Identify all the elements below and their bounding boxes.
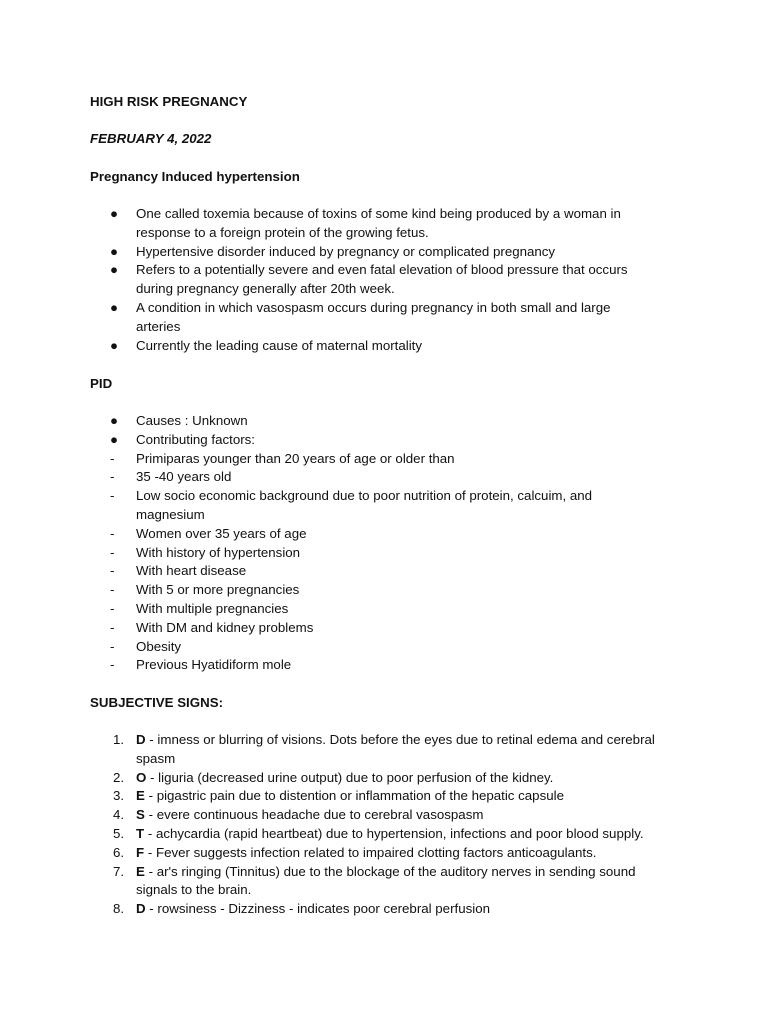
list-item-text (136, 731, 655, 748)
doc-date: FEBRUARY 4, 2022 (90, 131, 212, 146)
dash-icon: - (110, 582, 115, 598)
sign-letter: S (136, 807, 145, 823)
sign-description: - liguria (decreased urine output) due to poor perfusion of the kidney. (146, 769, 554, 785)
sign-letter: O (136, 769, 147, 785)
list-item-text: Low socio economic background due to poor nutrition of protein, calcuim, and (136, 488, 593, 504)
dash-icon: - (110, 657, 115, 673)
sign-letter: D (136, 901, 146, 917)
list-item-text: response to a foreign protein of the growing fetus. (136, 224, 429, 240)
list-item-text: Currently the leading cause of maternal mortality (136, 337, 423, 353)
section-heading-pih: Pregnancy Induced hypertension (90, 169, 300, 184)
sign-description: - pigastric pain due to distention or inflammation of the hepatic capsule (144, 788, 564, 804)
dash-icon: - (110, 488, 115, 504)
sign-letter: F (136, 844, 145, 860)
list-item-text: Contributing factors: (136, 431, 255, 447)
list-item-text: A condition in which vasospasm occurs during pregnancy in both small and large (136, 300, 611, 315)
list-number: 5. (113, 826, 125, 841)
sign-description: - evere continuous headache due to cerebral vasospasm (144, 807, 484, 823)
sign-description: - imness or blurring of visions. Dots before the eyes due to retinal edema and cerebral (145, 732, 655, 747)
list-item-text: Refers to a potentially severe and even fatal elevation of blood pressure that occurs (136, 262, 628, 278)
bullet-icon: ● (110, 337, 119, 353)
dash-icon: - (110, 469, 115, 485)
section-heading-subjective-signs: SUBJECTIVE SIGNS: (90, 695, 223, 710)
list-item-text (136, 825, 644, 842)
list-item-text: magnesium (136, 507, 205, 522)
list-number: 8. (113, 901, 125, 917)
list-item-text: Previous Hyatidiform mole (136, 657, 292, 673)
sign-letter: D (136, 732, 146, 747)
list-item-text: With DM and kidney problems (136, 619, 314, 635)
list-number: 7. (113, 863, 125, 879)
list-item-text: 35 -40 years old (136, 469, 232, 485)
bullet-icon: ● (110, 431, 119, 447)
list-item-text (136, 844, 596, 861)
dash-icon: - (110, 525, 115, 541)
list-item-text: Causes : Unknown (136, 413, 248, 428)
sign-description: - achycardia (rapid heartbeat) due to hypertension, infections and poor blood supply. (144, 826, 644, 841)
doc-title: HIGH RISK PREGNANCY (90, 94, 248, 109)
dash-icon: - (110, 450, 115, 466)
dash-icon: - (110, 619, 115, 635)
list-item-text: Obesity (136, 638, 182, 654)
list-number: 6. (113, 844, 125, 860)
bullet-icon: ● (110, 300, 119, 315)
list-item-text: arteries (136, 318, 181, 334)
bullet-icon: ● (110, 243, 119, 259)
sign-description: - ar's ringing (Tinnitus) due to the blockage of the auditory nerves in sending sound (144, 863, 636, 879)
list-item-text (136, 806, 483, 823)
list-number: 4. (113, 807, 125, 823)
sign-letter: E (136, 788, 145, 804)
dash-icon: - (110, 638, 115, 654)
list-item-text: With 5 or more pregnancies (136, 582, 300, 598)
list-item-text: With history of hypertension (136, 544, 301, 560)
list-item-text (136, 863, 636, 880)
bullet-icon: ● (110, 413, 119, 428)
list-item-text (136, 900, 490, 917)
list-item-text (136, 787, 564, 804)
list-item-text: Hypertensive disorder induced by pregnancy or complicated pregnancy (136, 243, 556, 259)
list-number: 1. (113, 732, 125, 747)
list-item-text: Primiparas younger than 20 years of age or older than (136, 450, 455, 466)
bullet-icon: ● (110, 206, 119, 221)
list-item-text: Women over 35 years of age (136, 525, 307, 541)
list-item-text: With heart disease (136, 563, 247, 579)
bullet-icon: ● (110, 262, 119, 278)
sign-letter: T (136, 826, 145, 841)
dash-icon: - (110, 563, 115, 579)
sign-description: - rowsiness - Dizziness - indicates poor cerebral perfusion (145, 901, 490, 917)
sign-letter: E (136, 863, 145, 879)
dash-icon: - (110, 601, 115, 616)
list-number: 3. (113, 788, 125, 804)
sign-description: - Fever suggests infection related to impaired clotting factors anticoagulants. (144, 844, 597, 860)
list-item-text (136, 769, 553, 786)
list-item-text: signals to the brain. (136, 882, 252, 898)
section-heading-pid: PID (90, 376, 113, 391)
list-item-text: spasm (136, 750, 176, 766)
list-item-text: With multiple pregnancies (136, 601, 289, 616)
list-item-text: during pregnancy generally after 20th week. (136, 281, 395, 297)
dash-icon: - (110, 544, 115, 560)
list-item-text: One called toxemia because of toxins of some kind being produced by a woman in (136, 206, 621, 221)
list-number: 2. (113, 769, 125, 785)
